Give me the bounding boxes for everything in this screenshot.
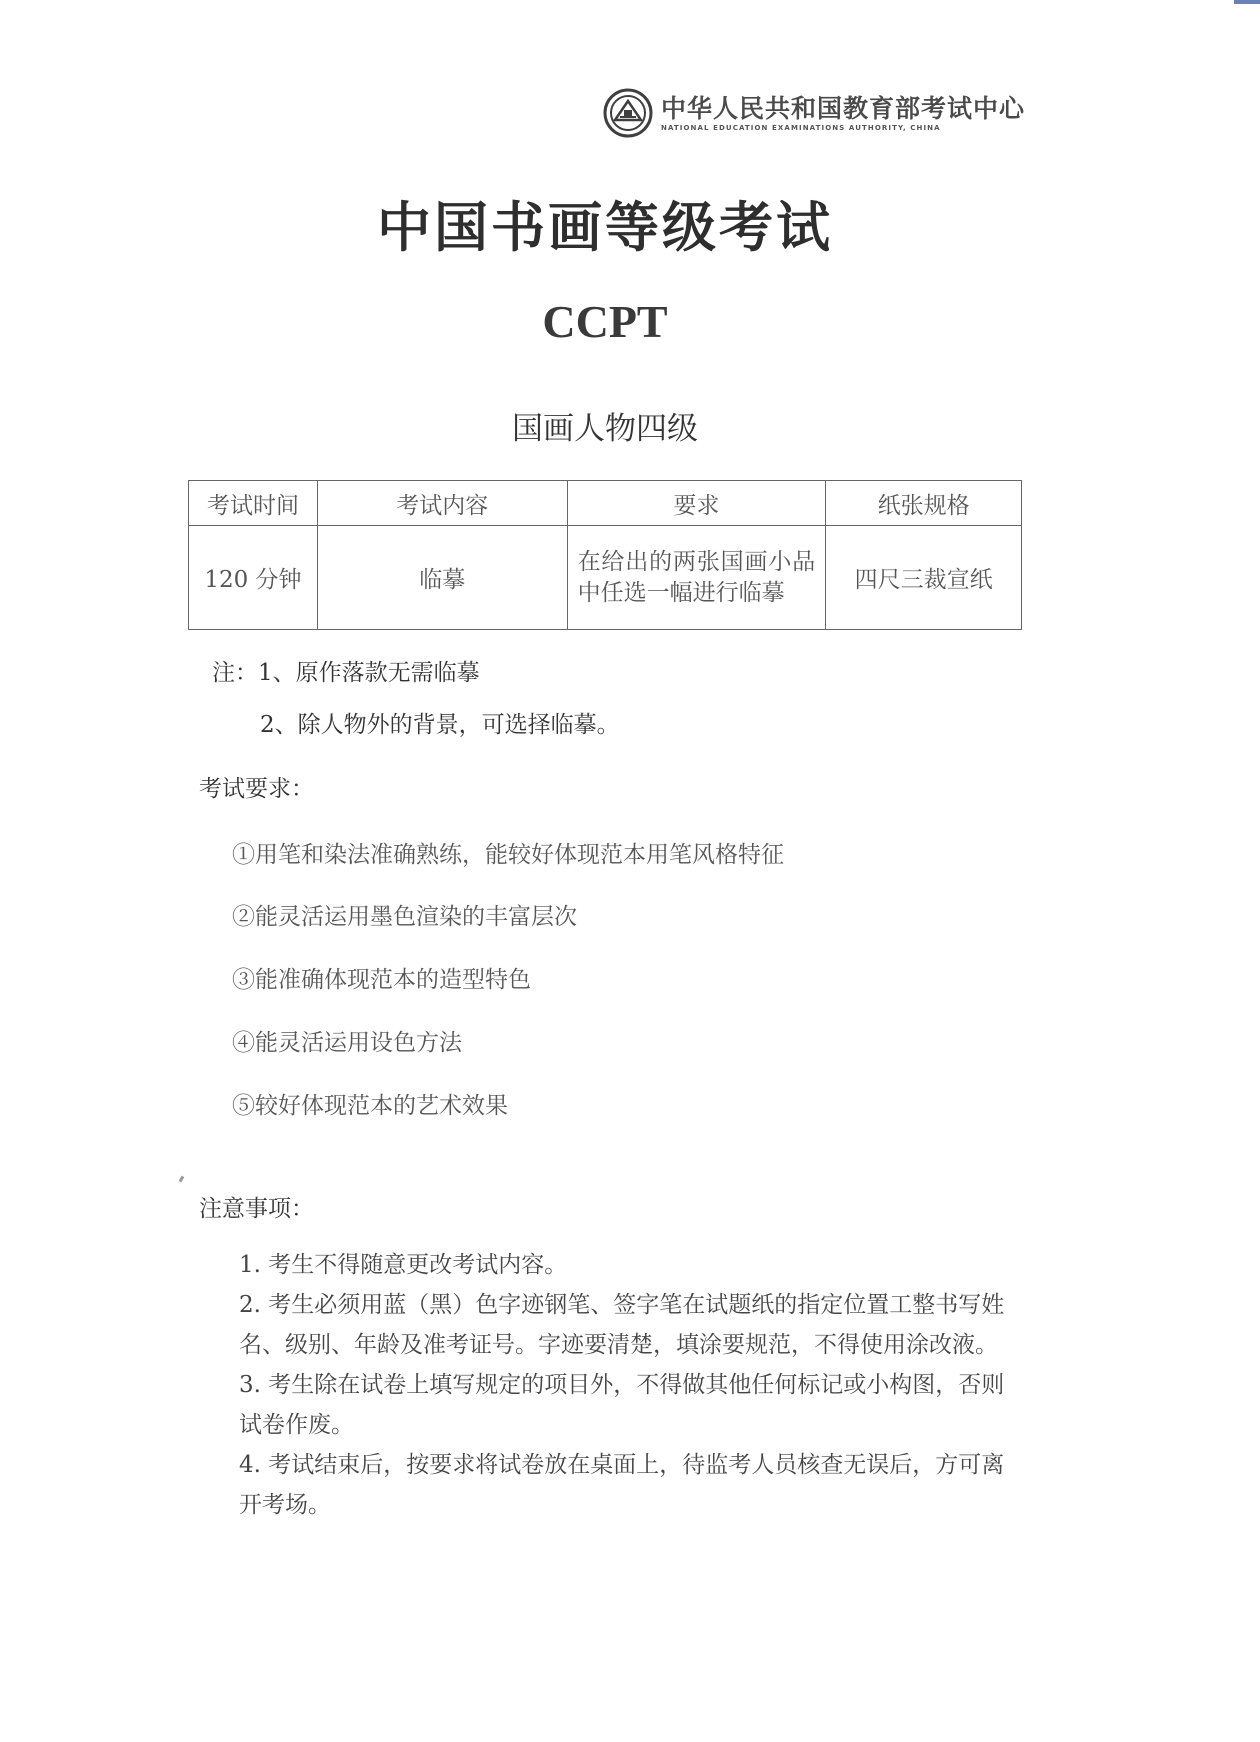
rules-list <box>239 1245 1024 1525</box>
table-header-cell: 要求 <box>567 481 826 526</box>
requirement-item: ③能准确体现范本的造型特色 <box>232 967 531 993</box>
rule-item: 2. 考生必须用蓝（黑）色字迹钢笔、签字笔在试题纸的指定位置工整书写姓名、级别、年龄及准考证号。字迹要清楚，填涂要规范，不得使用涂改液。 <box>239 1292 1005 1358</box>
table-header-row <box>189 481 1022 526</box>
org-name-cn: 中华人民共和国教育部考试中心 <box>661 93 1026 123</box>
requirement-item: ⑤较好体现范本的艺术效果 <box>232 1093 508 1119</box>
table-header-cell: 考试时间 <box>189 481 318 526</box>
scan-edge-mark <box>1234 0 1260 4</box>
requirement-item: ②能灵活运用墨色渲染的丰富层次 <box>232 904 577 930</box>
rule-item: 4. 考试结束后，按要求将试卷放在桌面上，待监考人员核查无误后，方可离开考场。 <box>239 1452 1005 1518</box>
notes-block <box>212 658 620 740</box>
page-title: 中国书画等级考试 <box>377 195 833 259</box>
exam-authority-seal-icon <box>603 88 653 138</box>
rule-item: 1. 考生不得随意更改考试内容。 <box>239 1252 568 1278</box>
rules-heading: 注意事项： <box>199 1196 314 1222</box>
table-cell-duration: 120 分钟 <box>189 526 318 630</box>
requirements-heading: 考试要求： <box>199 776 314 802</box>
note-item: 2、除人物外的背景，可选择临摹。 <box>260 712 620 738</box>
rule-item: 3. 考生除在试卷上填写规定的项目外，不得做其他任何标记或小构图，否则试卷作废。 <box>239 1372 1005 1438</box>
header-logo <box>603 88 1025 138</box>
table-cell-requirement: 在给出的两张国画小品中任选一幅进行临摹 <box>567 526 826 630</box>
table-cell-content: 临摹 <box>317 526 567 630</box>
table-cell-paper: 四尺三裁宣纸 <box>826 526 1022 630</box>
exam-level-title: 国画人物四级 <box>512 411 698 447</box>
requirement-item: ①用笔和染法准确熟练，能较好体现范本用笔风格特征 <box>232 842 784 868</box>
scan-speck <box>179 1176 185 1183</box>
table-header-cell: 纸张规格 <box>826 481 1022 526</box>
requirement-item: ④能灵活运用设色方法 <box>232 1030 462 1056</box>
table-header-cell: 考试内容 <box>317 481 567 526</box>
page-subtitle: CCPT <box>542 296 668 347</box>
org-name-en: NATIONAL EDUCATION EXAMINATIONS AUTHORITY, CHINA <box>661 123 941 132</box>
table-row <box>189 526 1022 630</box>
exam-info-table <box>188 480 1022 630</box>
note-item: 注：1、原作落款无需临摹 <box>212 660 480 686</box>
